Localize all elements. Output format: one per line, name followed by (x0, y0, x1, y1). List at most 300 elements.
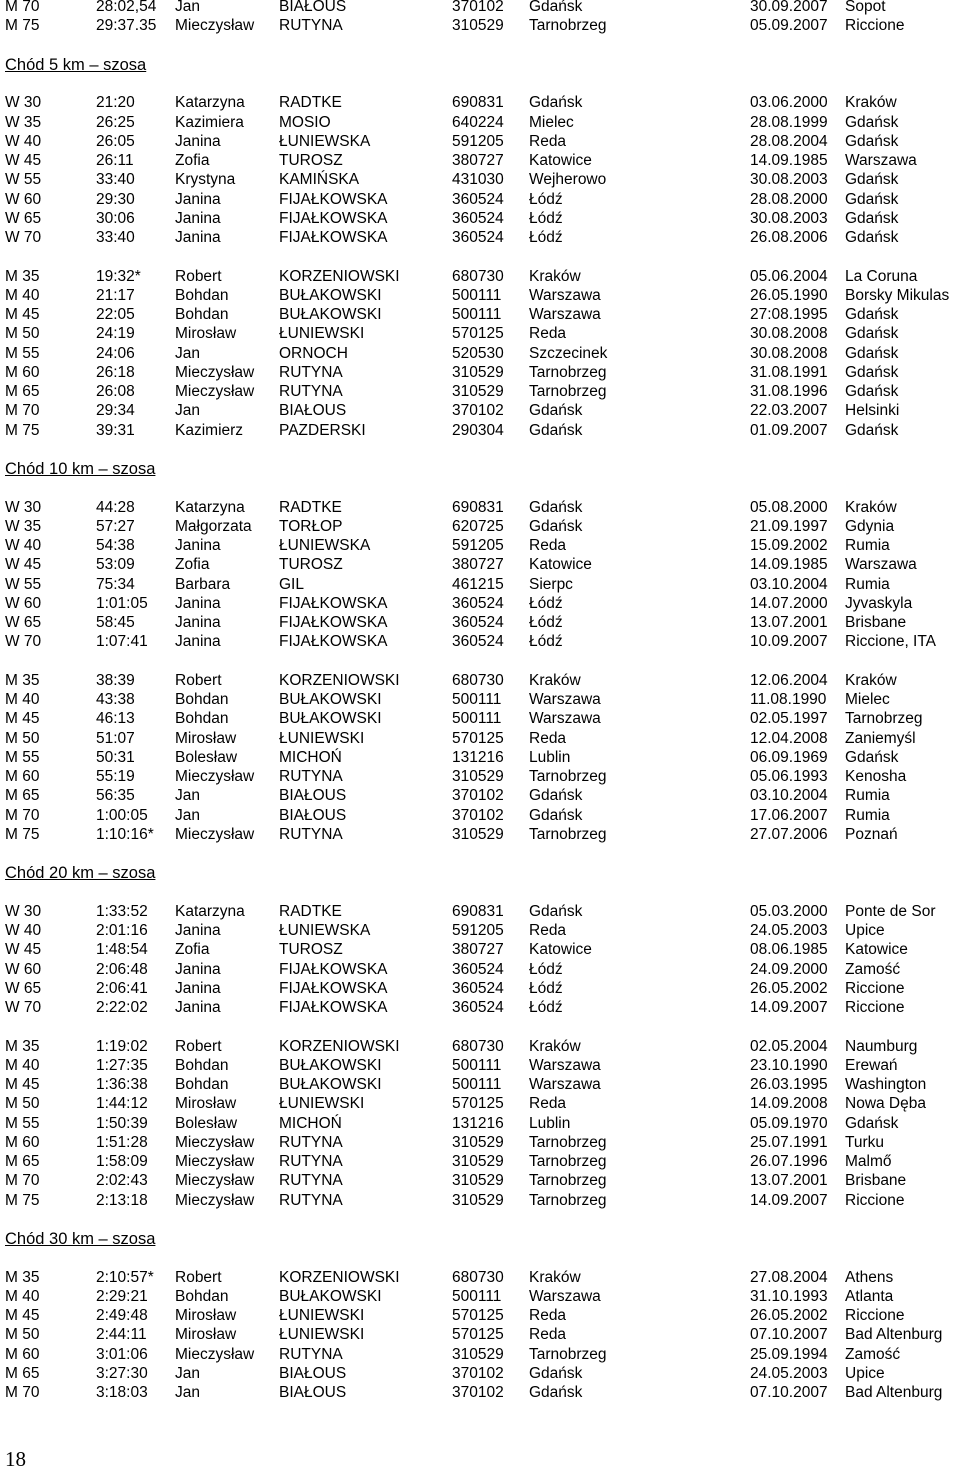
cell-time: 1:58:09 (96, 1153, 148, 1170)
section-heading: Chód 30 km – szosa (5, 1230, 156, 1248)
cell-surname: BUŁAKOWSKI (279, 1056, 382, 1074)
cell-birth-code: 591205 (452, 132, 504, 150)
cell-first-name: Mieczysław (175, 1172, 255, 1190)
cell-birth-code: 520530 (452, 344, 504, 362)
cell-birth-code: 360524 (452, 229, 504, 246)
cell-first-name: Mieczysław (175, 768, 255, 785)
cell-category: M 65 (5, 383, 40, 400)
cell-date: 31.10.1993 (750, 1287, 828, 1305)
cell-category: M 45 (5, 306, 40, 323)
cell-date: 14.09.1985 (750, 152, 828, 169)
cell-date: 24.09.2000 (750, 960, 828, 978)
cell-venue: Gdańsk (845, 229, 899, 246)
cell-first-name: Bohdan (175, 1287, 229, 1305)
cell-surname: ŁUNIEWSKI (279, 729, 365, 747)
cell-birth-code: 370102 (452, 1384, 504, 1401)
cell-first-name: Mirosław (175, 729, 237, 747)
cell-venue: Riccione (845, 999, 905, 1016)
cell-birth-code: 570125 (452, 729, 504, 747)
cell-date: 30.08.2008 (750, 325, 828, 343)
cell-venue: Tarnobrzeg (845, 710, 923, 728)
cell-surname: BUŁAKOWSKI (279, 1076, 382, 1093)
cell-category: M 55 (5, 1114, 40, 1132)
cell-club: Łódź (529, 633, 563, 651)
cell-club: Reda (529, 537, 567, 554)
cell-venue: Washington (845, 1076, 927, 1093)
cell-surname: RADTKE (279, 94, 342, 112)
cell-date: 22.03.2007 (750, 402, 828, 420)
cell-category: W 45 (5, 556, 42, 574)
cell-first-name: Jan (175, 806, 200, 824)
cell-surname: ŁUNIEWSKI (279, 1326, 365, 1344)
cell-category: M 50 (5, 1326, 40, 1344)
cell-date: 24.05.2003 (750, 1364, 828, 1382)
cell-birth-code: 131216 (452, 748, 504, 766)
cell-club: Reda (529, 1307, 567, 1324)
cell-birth-code: 360524 (452, 633, 504, 651)
cell-time: 1:07:41 (96, 633, 148, 651)
cell-surname: RUTYNA (279, 1345, 343, 1363)
cell-category: W 40 (5, 537, 42, 554)
cell-time: 44:28 (96, 498, 135, 516)
cell-venue: Rumia (845, 537, 890, 554)
cell-category: M 45 (5, 1307, 40, 1324)
cell-club: Tarnobrzeg (529, 363, 607, 381)
cell-date: 05.09.2007 (750, 17, 828, 35)
cell-birth-code: 500111 (452, 1076, 502, 1093)
cell-category: M 70 (5, 1172, 40, 1190)
cell-date: 26.05.2002 (750, 979, 828, 997)
cell-surname: FIJAŁKOWSKA (279, 614, 388, 631)
cell-birth-code: 360524 (452, 960, 504, 978)
cell-surname: MOSIO (279, 113, 331, 131)
cell-surname: KAMIŃSKA (279, 171, 360, 189)
cell-time: 2:06:48 (96, 960, 148, 978)
cell-time: 38:39 (96, 671, 135, 689)
cell-club: Szczecinek (529, 344, 608, 362)
cell-club: Tarnobrzeg (529, 825, 607, 843)
cell-venue: Gdańsk (845, 306, 899, 323)
section-heading: Chód 5 km – szosa (5, 55, 147, 74)
cell-date: 30.08.2008 (750, 344, 828, 362)
cell-time: 2:06:41 (96, 979, 148, 997)
cell-surname: RUTYNA (279, 1191, 343, 1209)
cell-club: Warszawa (529, 306, 601, 323)
cell-first-name: Zofia (175, 152, 210, 169)
cell-first-name: Janina (175, 633, 221, 651)
cell-category: W 65 (5, 614, 42, 631)
cell-time: 2:01:16 (96, 922, 148, 939)
cell-venue: Ponte de Sor (845, 902, 936, 920)
cell-birth-code: 690831 (452, 902, 504, 920)
cell-time: 58:45 (96, 614, 135, 631)
cell-time: 1:48:54 (96, 941, 148, 959)
cell-birth-code: 680730 (452, 1037, 504, 1055)
cell-venue: Naumburg (845, 1037, 918, 1055)
cell-first-name: Bohdan (175, 1076, 229, 1093)
cell-date: 03.10.2004 (750, 787, 828, 805)
cell-birth-code: 690831 (452, 498, 504, 516)
cell-club: Tarnobrzeg (529, 17, 607, 35)
cell-category: W 60 (5, 594, 42, 612)
cell-venue: Borsky Mikulas (845, 286, 950, 304)
cell-birth-code: 310529 (452, 17, 504, 35)
cell-venue: Gdańsk (845, 344, 899, 362)
cell-first-name: Mieczysław (175, 383, 255, 400)
cell-club: Tarnobrzeg (529, 1345, 607, 1363)
cell-date: 05.09.1970 (750, 1114, 828, 1132)
cell-first-name: Janina (175, 999, 221, 1016)
cell-date: 23.10.1990 (750, 1056, 828, 1074)
cell-first-name: Janina (175, 229, 221, 246)
cell-first-name: Katarzyna (175, 498, 245, 516)
cell-category: M 60 (5, 768, 40, 785)
cell-date: 01.09.2007 (750, 421, 828, 439)
cell-date: 03.10.2004 (750, 575, 828, 593)
cell-club: Kraków (529, 671, 581, 689)
cell-date: 08.06.1985 (750, 941, 828, 959)
cell-birth-code: 640224 (452, 113, 504, 131)
cell-club: Łódź (529, 594, 563, 612)
cell-date: 07.10.2007 (750, 1326, 828, 1344)
cell-category: M 50 (5, 325, 40, 343)
cell-time: 56:35 (96, 787, 135, 805)
cell-category: M 35 (5, 267, 40, 285)
cell-date: 13.07.2001 (750, 614, 828, 631)
cell-surname: GIL (279, 575, 304, 593)
cell-time: 26:18 (96, 363, 135, 381)
cell-time: 33:40 (96, 229, 135, 246)
cell-venue: Rumia (845, 806, 890, 824)
cell-date: 14.09.2008 (750, 1095, 828, 1113)
cell-club: Reda (529, 922, 567, 939)
cell-category: W 65 (5, 209, 42, 227)
cell-club: Gdańsk (529, 902, 583, 920)
cell-birth-code: 290304 (452, 421, 504, 439)
cell-venue: Katowice (845, 941, 908, 959)
cell-venue: Malmő (845, 1153, 892, 1170)
cell-venue: Warszawa (845, 152, 917, 169)
cell-surname: ŁUNIEWSKA (279, 537, 371, 554)
cell-surname: ŁUNIEWSKI (279, 325, 365, 343)
cell-time: 24:06 (96, 344, 135, 362)
cell-first-name: Bohdan (175, 1056, 229, 1074)
cell-venue: Atlanta (845, 1287, 894, 1305)
cell-time: 26:25 (96, 113, 135, 131)
cell-first-name: Janina (175, 614, 221, 631)
cell-first-name: Jan (175, 1384, 200, 1401)
cell-time: 1:19:02 (96, 1037, 148, 1055)
cell-date: 13.07.2001 (750, 1172, 828, 1190)
cell-surname: TUROSZ (279, 941, 343, 959)
cell-category: M 45 (5, 710, 40, 728)
cell-category: M 75 (5, 825, 40, 843)
cell-time: 26:08 (96, 383, 135, 400)
cell-surname: RUTYNA (279, 1153, 343, 1170)
cell-club: Reda (529, 1095, 567, 1113)
cell-date: 03.06.2000 (750, 94, 828, 112)
cell-first-name: Janina (175, 922, 221, 939)
cell-first-name: Jan (175, 344, 200, 362)
cell-first-name: Mieczysław (175, 825, 255, 843)
cell-date: 06.09.1969 (750, 748, 828, 766)
cell-venue: Gdańsk (845, 209, 899, 227)
cell-date: 12.04.2008 (750, 729, 828, 747)
cell-birth-code: 680730 (452, 1268, 504, 1286)
cell-category: M 40 (5, 1056, 40, 1074)
cell-category: W 65 (5, 979, 42, 997)
cell-surname: BUŁAKOWSKI (279, 306, 382, 323)
cell-surname: FIJAŁKOWSKA (279, 960, 388, 978)
cell-surname: RADTKE (279, 498, 342, 516)
cell-time: 28:02,54 (96, 0, 157, 15)
cell-category: W 30 (5, 498, 42, 516)
cell-time: 43:38 (96, 691, 135, 708)
cell-category: W 40 (5, 922, 42, 939)
cell-surname: FIJAŁKOWSKA (279, 594, 388, 612)
cell-venue: Mielec (845, 691, 890, 708)
cell-category: M 40 (5, 286, 40, 304)
cell-surname: BIAŁOUS (279, 1364, 347, 1382)
cell-category: M 55 (5, 344, 40, 362)
cell-time: 46:13 (96, 710, 135, 728)
cell-surname: ŁUNIEWSKI (279, 1095, 365, 1113)
cell-category: M 45 (5, 1076, 40, 1093)
cell-birth-code: 500111 (452, 306, 502, 323)
cell-first-name: Mirosław (175, 1095, 237, 1113)
cell-first-name: Mieczysław (175, 363, 255, 381)
cell-first-name: Mirosław (175, 325, 237, 343)
cell-surname: KORZENIOWSKI (279, 671, 400, 689)
cell-surname: RUTYNA (279, 825, 343, 843)
cell-club: Kraków (529, 1268, 581, 1286)
cell-club: Gdańsk (529, 1364, 583, 1382)
cell-venue: Gdynia (845, 517, 895, 535)
cell-venue: Bad Altenburg (845, 1384, 943, 1401)
cell-time: 1:00:05 (96, 806, 148, 824)
cell-time: 3:01:06 (96, 1345, 148, 1363)
cell-date: 10.09.2007 (750, 633, 828, 651)
cell-time: 2:49:48 (96, 1307, 148, 1324)
section-heading: Chód 10 km – szosa (5, 460, 156, 478)
cell-time: 55:19 (96, 768, 135, 785)
cell-surname: MICHOŃ (279, 748, 342, 766)
cell-club: Warszawa (529, 286, 601, 304)
cell-birth-code: 310529 (452, 383, 504, 400)
cell-venue: Zamość (845, 1345, 901, 1363)
cell-category: W 35 (5, 517, 42, 535)
cell-category: W 45 (5, 152, 42, 169)
cell-surname: FIJAŁKOWSKA (279, 229, 388, 246)
cell-time: 1:50:39 (96, 1114, 148, 1132)
cell-date: 05.08.2000 (750, 498, 828, 516)
cell-surname: BUŁAKOWSKI (279, 286, 382, 304)
cell-club: Tarnobrzeg (529, 1133, 607, 1151)
cell-surname: RUTYNA (279, 1133, 343, 1151)
cell-surname: ŁUNIEWSKA (279, 132, 371, 150)
cell-date: 21.09.1997 (750, 517, 828, 535)
cell-surname: RUTYNA (279, 17, 343, 35)
cell-club: Gdańsk (529, 402, 583, 420)
cell-club: Tarnobrzeg (529, 1172, 607, 1190)
cell-time: 19:32* (96, 267, 141, 285)
cell-date: 28.08.2004 (750, 132, 828, 150)
cell-surname: RADTKE (279, 902, 342, 920)
cell-date: 14.09.1985 (750, 556, 828, 574)
cell-club: Warszawa (529, 710, 601, 728)
cell-venue: Gdańsk (845, 113, 899, 131)
cell-venue: Kraków (845, 94, 897, 112)
cell-club: Kraków (529, 267, 581, 285)
cell-club: Warszawa (529, 1056, 601, 1074)
cell-first-name: Janina (175, 209, 221, 227)
cell-time: 2:29:21 (96, 1287, 148, 1305)
cell-club: Tarnobrzeg (529, 768, 607, 785)
cell-first-name: Bolesław (175, 1114, 238, 1132)
cell-date: 26.07.1996 (750, 1153, 828, 1170)
cell-club: Tarnobrzeg (529, 1191, 607, 1209)
cell-category: W 35 (5, 113, 42, 131)
cell-category: W 30 (5, 94, 42, 112)
cell-time: 22:05 (96, 306, 135, 323)
cell-first-name: Bohdan (175, 710, 229, 728)
cell-club: Lublin (529, 748, 571, 766)
cell-venue: Riccione, ITA (845, 633, 937, 651)
cell-category: W 70 (5, 633, 42, 651)
cell-time: 26:05 (96, 132, 135, 150)
cell-time: 50:31 (96, 748, 135, 766)
cell-date: 31.08.1991 (750, 363, 828, 381)
cell-date: 14.07.2000 (750, 594, 828, 612)
cell-date: 11.08.1990 (750, 691, 827, 708)
cell-surname: BIAŁOUS (279, 402, 347, 420)
cell-venue: Kenosha (845, 768, 907, 785)
cell-venue: Sopot (845, 0, 886, 15)
cell-surname: RUTYNA (279, 383, 343, 400)
cell-surname: BUŁAKOWSKI (279, 1287, 382, 1305)
cell-time: 30:06 (96, 209, 135, 227)
cell-club: Reda (529, 132, 567, 150)
cell-birth-code: 570125 (452, 1326, 504, 1344)
cell-club: Gdańsk (529, 1384, 583, 1401)
cell-first-name: Zofia (175, 556, 210, 574)
cell-date: 30.08.2003 (750, 209, 828, 227)
cell-surname: TORŁOP (279, 517, 343, 535)
cell-category: W 60 (5, 190, 42, 208)
cell-venue: La Coruna (845, 267, 918, 285)
cell-category: M 40 (5, 1287, 40, 1305)
cell-time: 39:31 (96, 421, 135, 439)
cell-date: 27.08.2004 (750, 1268, 828, 1286)
cell-club: Warszawa (529, 1287, 601, 1305)
cell-time: 33:40 (96, 171, 135, 189)
cell-first-name: Janina (175, 537, 221, 554)
cell-category: M 75 (5, 421, 40, 439)
cell-birth-code: 500111 (452, 286, 502, 304)
cell-venue: Riccione (845, 17, 905, 35)
cell-venue: Gdańsk (845, 1114, 899, 1132)
cell-birth-code: 310529 (452, 1172, 504, 1190)
cell-club: Reda (529, 325, 567, 343)
cell-birth-code: 431030 (452, 171, 504, 189)
cell-club: Kraków (529, 1037, 581, 1055)
cell-category: M 40 (5, 691, 40, 708)
cell-surname: RUTYNA (279, 1172, 343, 1190)
cell-venue: Gdańsk (845, 363, 899, 381)
cell-category: M 50 (5, 1095, 40, 1113)
cell-venue: Bad Altenburg (845, 1326, 943, 1344)
cell-birth-code: 500111 (452, 710, 502, 728)
cell-birth-code: 570125 (452, 1095, 504, 1113)
cell-first-name: Zofia (175, 941, 210, 959)
cell-category: M 75 (5, 17, 40, 35)
cell-surname: BUŁAKOWSKI (279, 691, 382, 708)
cell-club: Gdańsk (529, 0, 583, 15)
cell-category: M 50 (5, 729, 40, 747)
cell-surname: RUTYNA (279, 768, 343, 785)
cell-surname: ORNOCH (279, 344, 348, 362)
cell-time: 1:51:28 (96, 1133, 148, 1151)
cell-club: Łódź (529, 229, 563, 246)
cell-time: 57:27 (96, 517, 135, 535)
cell-first-name: Bolesław (175, 748, 238, 766)
cell-venue: Kraków (845, 671, 897, 689)
cell-club: Sierpc (529, 575, 573, 593)
cell-venue: Jyvaskyla (845, 594, 913, 612)
cell-date: 25.09.1994 (750, 1345, 828, 1363)
cell-category: M 60 (5, 363, 40, 381)
section-heading: Chód 20 km – szosa (5, 864, 156, 883)
cell-venue: Zaniemyśl (845, 729, 916, 747)
cell-birth-code: 131216 (452, 1114, 504, 1132)
cell-time: 3:27:30 (96, 1364, 148, 1382)
cell-club: Gdańsk (529, 498, 583, 516)
cell-first-name: Jan (175, 787, 200, 805)
cell-category: M 55 (5, 748, 40, 766)
cell-category: M 35 (5, 1268, 40, 1286)
cell-time: 26:11 (96, 152, 134, 169)
cell-birth-code: 360524 (452, 999, 504, 1016)
cell-category: M 70 (5, 1384, 40, 1401)
cell-category: M 60 (5, 1133, 40, 1151)
cell-surname: BIAŁOUS (279, 0, 347, 15)
cell-time: 51:07 (96, 729, 135, 747)
cell-date: 28.08.1999 (750, 113, 828, 131)
cell-club: Warszawa (529, 1076, 601, 1093)
cell-category: M 70 (5, 0, 40, 15)
cell-date: 12.06.2004 (750, 671, 828, 689)
cell-date: 26.05.1990 (750, 286, 828, 304)
cell-club: Gdańsk (529, 787, 583, 805)
cell-date: 02.05.1997 (750, 710, 828, 728)
cell-time: 2:44:11 (96, 1326, 147, 1344)
cell-time: 1:10:16* (96, 825, 154, 843)
cell-venue: Athens (845, 1268, 894, 1286)
cell-time: 21:20 (96, 94, 135, 112)
cell-first-name: Krystyna (175, 171, 236, 189)
cell-birth-code: 620725 (452, 517, 504, 535)
cell-venue: Brisbane (845, 614, 907, 631)
cell-date: 05.06.1993 (750, 768, 828, 785)
cell-birth-code: 680730 (452, 671, 504, 689)
cell-first-name: Mieczysław (175, 1133, 255, 1151)
cell-date: 31.08.1996 (750, 383, 828, 400)
cell-venue: Gdańsk (845, 748, 899, 766)
cell-category: W 45 (5, 941, 42, 959)
cell-time: 3:18:03 (96, 1384, 148, 1401)
cell-venue: Erewań (845, 1056, 898, 1074)
cell-time: 29:37.35 (96, 17, 157, 35)
